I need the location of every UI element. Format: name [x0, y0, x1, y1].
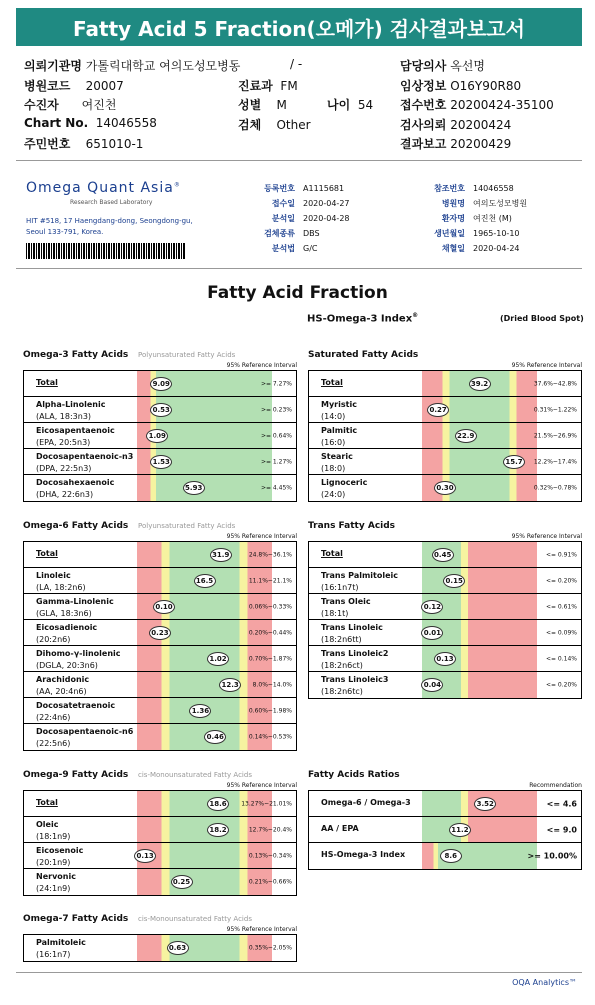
- lab-logo-sub: Research Based Laboratory: [70, 199, 153, 206]
- result-value-bubble: 0.45: [432, 548, 454, 562]
- fatty-acid-name: Total: [36, 549, 58, 558]
- fatty-acid-name: Oleic (18:1n9): [36, 820, 71, 841]
- table-row: [24, 594, 296, 620]
- reference-range: 24.8%~36.1%: [248, 551, 292, 558]
- clinical-info: 임상정보 O16Y90R80: [400, 79, 522, 93]
- reference-range: 8.0%~14.0%: [252, 681, 292, 688]
- lab-field-value: 2020-04-24: [473, 244, 520, 253]
- table-row: [309, 449, 581, 475]
- fatty-acid-name: Trans Linoleic3 (18:2n6tc): [321, 675, 389, 696]
- ratios-section-title: Fatty Acids Ratios: [308, 770, 400, 780]
- lab-field-value: 여의도성모병원: [473, 199, 528, 208]
- lab-field: [235, 213, 350, 224]
- table-row: [24, 791, 296, 817]
- result-value-bubble: 31.9: [210, 548, 232, 562]
- lab-field-value: 2020-04-28: [303, 214, 350, 223]
- reference-bar: [422, 568, 537, 593]
- result-value-bubble: 0.04: [421, 678, 443, 692]
- reference-bar: [422, 843, 537, 869]
- fatty-acid-abbr: (16:0): [321, 438, 346, 447]
- table-row: [309, 646, 581, 672]
- reference-range: >= 1.27%: [260, 458, 292, 465]
- result-value-bubble: 8.6: [440, 849, 462, 863]
- reference-range: >= 0.64%: [260, 432, 292, 439]
- table-row: [24, 869, 296, 895]
- reference-bar: [137, 397, 272, 422]
- hospital-info: 의뢰기관명 가톨릭대학교 여의도성모병동: [24, 59, 241, 73]
- divider: [16, 268, 582, 269]
- reference-range: 0.35%~2.05%: [248, 944, 292, 952]
- table-row: [309, 542, 581, 568]
- fatty-acid-abbr: (18:0): [321, 464, 346, 473]
- fatty-acid-name: Eicosadienoic (20:2n6): [36, 623, 98, 644]
- report-title-bar: [16, 8, 582, 46]
- fatty-acid-abbr: (AA, 20:4n6): [36, 687, 87, 696]
- table-row: [309, 594, 581, 620]
- reference-range: <= 0.20%: [545, 681, 577, 689]
- result-value-bubble: 0.13: [434, 652, 456, 666]
- result-value-bubble: 0.46: [204, 730, 226, 744]
- lab-field-value: DBS: [303, 229, 320, 238]
- reference-interval-label: Recommendation: [529, 782, 582, 789]
- fatty-acid-name: Gamma-Linolenic (GLA, 18:3n6): [36, 597, 114, 618]
- footer: OQA Analytics™: [512, 978, 577, 987]
- result-value-bubble: 0.12: [421, 600, 443, 614]
- fatty-acid-abbr: (ALA, 18:3n3): [36, 412, 92, 421]
- o3-section-title: Omega-3 Fatty Acids: [23, 350, 129, 360]
- reference-range: 0.32%~0.78%: [533, 484, 577, 492]
- lab-field-label: 환자명: [441, 214, 465, 223]
- o6-section-subtitle: Polyunsaturated Fatty Acids: [138, 522, 236, 530]
- result-value-bubble: 22.9: [455, 429, 477, 443]
- table-row: [24, 371, 296, 397]
- fatty-acid-name: Trans Oleic (18:1t): [321, 597, 371, 618]
- table-row: [24, 397, 296, 423]
- reference-bar: [422, 620, 537, 645]
- reference-range: 37.6%~42.8%: [533, 380, 577, 387]
- report-date-info: 결과보고 20200429: [400, 137, 512, 151]
- table-row: [24, 646, 296, 672]
- reference-range: >= 0.23%: [260, 406, 292, 413]
- reference-range: <= 4.6: [546, 799, 577, 808]
- reference-bar: [422, 646, 537, 671]
- result-value-bubble: 15.7: [503, 455, 525, 469]
- reference-range: >= 7.27%: [260, 380, 292, 387]
- fatty-acid-name: Trans Linoleic2 (18:2n6ct): [321, 649, 389, 670]
- reference-range: <= 0.14%: [545, 655, 577, 662]
- lab-field: [405, 243, 520, 254]
- result-value-bubble: 11.2: [449, 823, 471, 837]
- reference-range: 12.7%~20.4%: [248, 826, 292, 833]
- result-value-bubble: 0.30: [434, 481, 456, 495]
- o9-section-title: Omega-9 Fatty Acids: [23, 770, 129, 780]
- fatty-acid-name: Linoleic (LA, 18:2n6): [36, 571, 86, 592]
- reference-range: 0.31%~1.22%: [533, 406, 577, 413]
- fatty-acid-name: Palmitoleic (16:1n7): [36, 938, 86, 959]
- result-value-bubble: 9.09: [150, 377, 172, 391]
- fatty-acid-name: Dihomo-γ-linolenic (DGLA, 20:3n6): [36, 649, 121, 670]
- reference-range: <= 0.09%: [545, 629, 577, 636]
- lab-field: [405, 183, 514, 194]
- reference-bar: [137, 475, 272, 501]
- result-value-bubble: 0.13: [134, 849, 156, 863]
- reference-bar: [137, 449, 272, 474]
- fatty-acid-name: Trans Linoleic (18:2n6tt): [321, 623, 383, 644]
- dried-blood-spot: (Dried Blood Spot): [500, 314, 584, 323]
- lab-field-value: A1115681: [303, 184, 345, 193]
- result-value-bubble: 0.10: [153, 600, 175, 614]
- test-info: 검체 Other: [238, 118, 311, 132]
- o7-table: [23, 934, 297, 962]
- result-value-bubble: 18.2: [207, 823, 229, 837]
- reference-range: 0.70%~1.87%: [248, 655, 292, 662]
- table-row: [309, 817, 581, 843]
- fatty-acid-abbr: (18:2n6tc): [321, 687, 363, 696]
- reference-bar: [422, 791, 537, 816]
- receipt-info: 접수번호 20200424-35100: [400, 98, 554, 112]
- reference-range: 0.13%~0.34%: [248, 852, 292, 859]
- reference-range: 0.21%~0.66%: [248, 878, 292, 886]
- table-row: [24, 843, 296, 869]
- fatty-acid-abbr: (EPA, 20:5n3): [36, 438, 91, 447]
- reference-bar: [422, 594, 537, 619]
- result-value-bubble: 0.23: [149, 626, 171, 640]
- fatty-acid-name: HS-Omega-3 Index: [321, 850, 406, 859]
- fatty-acid-name: Eicosapentaenoic (EPA, 20:5n3): [36, 426, 115, 447]
- result-value-bubble: 1.02: [207, 652, 229, 666]
- table-row: [309, 371, 581, 397]
- code-info: 병원코드 20007: [24, 79, 124, 93]
- reference-range: <= 0.61%: [545, 603, 577, 610]
- id-info: 주민번호 651010-1: [24, 137, 144, 151]
- reference-bar: [422, 397, 537, 422]
- fatty-acid-name: Total: [321, 378, 343, 387]
- chart-info: Chart No. 14046558: [24, 116, 157, 130]
- reference-bar: [137, 423, 272, 448]
- patient-info: 수진자 여진천: [24, 98, 117, 112]
- fatty-acid-name: Palmitic (16:0): [321, 426, 358, 447]
- result-value-bubble: 12.3: [219, 678, 241, 692]
- reference-range: 13.27%~21.01%: [241, 800, 292, 807]
- reference-bar: [422, 475, 537, 501]
- fatty-acid-abbr: (14:0): [321, 412, 346, 421]
- fatty-acid-abbr: (GLA, 18:3n6): [36, 609, 92, 618]
- fatty-acid-name: Nervonic (24:1n9): [36, 872, 76, 893]
- result-value-bubble: 0.01: [421, 626, 443, 640]
- table-row: [309, 672, 581, 698]
- request-info: 검사의뢰 20200424: [400, 118, 512, 132]
- fatty-acid-name: Myristic (14:0): [321, 400, 357, 421]
- o3-section-subtitle: Polyunsaturated Fatty Acids: [138, 351, 236, 359]
- fatty-acid-abbr: (16:1n7t): [321, 583, 359, 592]
- fatty-acid-name: Total: [36, 378, 58, 387]
- result-value-bubble: 5.93: [183, 481, 205, 495]
- table-row: [24, 475, 296, 501]
- table-row: [309, 397, 581, 423]
- divider: [16, 972, 582, 973]
- result-value-bubble: 0.27: [427, 403, 449, 417]
- doctor-info: 담당의사 옥선명: [400, 59, 485, 73]
- lab-field: [235, 228, 320, 239]
- table-row: [309, 475, 581, 501]
- fatty-acid-abbr: (18:1n9): [36, 832, 71, 841]
- fatty-acid-name: Total: [321, 549, 343, 558]
- fatty-acid-name: Omega-6 / Omega-3: [321, 798, 411, 807]
- result-value-bubble: 1.09: [146, 429, 168, 443]
- fatty-acid-name: Total: [36, 798, 58, 807]
- reference-range: 0.06%~0.33%: [248, 603, 292, 610]
- fatty-acid-abbr: (DPA, 22:5n3): [36, 464, 92, 473]
- table-row: [309, 568, 581, 594]
- lab-field: [405, 198, 527, 209]
- lab-field-value: 여진천 (M): [473, 214, 512, 223]
- reference-range: 0.14%~0.53%: [248, 733, 292, 741]
- lab-field-label: 참조번호: [434, 184, 465, 193]
- fatty-acid-name: Trans Palmitoleic (16:1n7t): [321, 571, 399, 592]
- reference-interval-label: 95% Reference Interval: [226, 533, 297, 540]
- fatty-acid-name: Docosapentaenoic-n6 (22:5n6): [36, 727, 134, 748]
- fatty-acid-abbr: (18:2n6tt): [321, 635, 362, 644]
- reference-range: <= 0.91%: [545, 551, 577, 558]
- table-row: [24, 817, 296, 843]
- lab-field-label: 분석일: [271, 214, 295, 223]
- fatty-acid-name: Docosatetraenoic (22:4n6): [36, 701, 116, 722]
- result-value-bubble: 16.5: [194, 574, 216, 588]
- lab-field-label: 등록번호: [264, 184, 295, 193]
- result-value-bubble: 39.2: [469, 377, 491, 391]
- reference-bar: [422, 423, 537, 448]
- lab-field-value: 14046558: [473, 184, 514, 193]
- fatty-acid-name: Alpha-Linolenic (ALA, 18:3n3): [36, 400, 106, 421]
- reference-interval-label: 95% Reference Interval: [511, 533, 582, 540]
- reference-range: <= 0.20%: [545, 577, 577, 584]
- reference-range: >= 4.45%: [260, 484, 292, 492]
- lab-field-value: 1965-10-10: [473, 229, 520, 238]
- reference-interval-label: 95% Reference Interval: [226, 362, 297, 369]
- result-value-bubble: 0.15: [443, 574, 465, 588]
- fatty-acid-name: Docosahexaenoic (DHA, 22:6n3): [36, 478, 115, 499]
- lab-field: [235, 198, 350, 209]
- hs-omega-index-title: HS-Omega-3 Index®: [307, 312, 419, 325]
- reference-range: 0.20%~0.44%: [248, 629, 292, 636]
- lab-field: [235, 243, 317, 254]
- fatty-acid-abbr: (20:2n6): [36, 635, 71, 644]
- fatty-acid-abbr: (24:1n9): [36, 884, 71, 893]
- table-row: [309, 620, 581, 646]
- o6-table: [23, 541, 297, 751]
- table-row: [24, 449, 296, 475]
- trans-table: [308, 541, 582, 699]
- fatty-acid-fraction-title: Fatty Acid Fraction: [207, 283, 388, 303]
- hospital-slash: / -: [290, 57, 303, 71]
- table-row: [309, 843, 581, 869]
- lab-field-label: 분석법: [271, 244, 295, 253]
- fatty-acid-name: Arachidonic (AA, 20:4n6): [36, 675, 90, 696]
- reference-bar: [422, 542, 537, 567]
- lab-field-label: 채혈일: [441, 244, 465, 253]
- result-value-bubble: 0.63: [167, 941, 189, 955]
- reference-interval-label: 95% Reference Interval: [226, 782, 297, 789]
- lab-address: HIT #518, 17 Haengdang-dong, Seongdong-gu, Seoul 133-791, Korea.: [26, 217, 193, 236]
- lab-field-label: 검체종류: [264, 229, 295, 238]
- lab-field-label: 접수일: [271, 199, 295, 208]
- reference-range: 11.1%~21.1%: [248, 577, 292, 584]
- trans-section-title: Trans Fatty Acids: [308, 521, 396, 531]
- reference-range: 12.2%~17.4%: [533, 458, 577, 465]
- sat-section-title: Saturated Fatty Acids: [308, 350, 419, 360]
- fatty-acid-abbr: (20:1n9): [36, 858, 71, 867]
- dept-info: 진료과 FM: [238, 79, 298, 93]
- o9-section-subtitle: cis-Monounsaturated Fatty Acids: [138, 771, 252, 779]
- result-value-bubble: 0.53: [150, 403, 172, 417]
- reference-interval-label: 95% Reference Interval: [226, 926, 297, 933]
- fatty-acid-abbr: (18:2n6ct): [321, 661, 363, 670]
- table-row: [24, 568, 296, 594]
- divider: [16, 160, 582, 161]
- fatty-acid-name: Eicosenoic (20:1n9): [36, 846, 84, 867]
- result-value-bubble: 3.52: [474, 797, 496, 811]
- ratios-table: [308, 790, 582, 870]
- lab-logo: Omega Quant Asia®: [26, 180, 181, 196]
- fatty-acid-abbr: (18:1t): [321, 609, 349, 618]
- result-value-bubble: 18.6: [207, 797, 229, 811]
- reference-bar: [422, 371, 537, 396]
- result-value-bubble: 1.53: [150, 455, 172, 469]
- reference-range: 21.5%~26.9%: [533, 432, 577, 439]
- fatty-acid-abbr: (DHA, 22:6n3): [36, 490, 94, 499]
- o3-table: [23, 370, 297, 502]
- table-row: [24, 698, 296, 724]
- o7-section-title: Omega-7 Fatty Acids: [23, 914, 129, 924]
- reference-bar: [422, 672, 537, 698]
- lab-field-label: 병원명: [441, 199, 465, 208]
- fatty-acid-abbr: (DGLA, 20:3n6): [36, 661, 98, 670]
- age-info: 나이 54: [327, 98, 374, 112]
- lab-field-value: G/C: [303, 244, 318, 253]
- sat-table: [308, 370, 582, 502]
- result-value-bubble: 0.25: [171, 875, 193, 889]
- table-row: [309, 423, 581, 449]
- table-row: [24, 672, 296, 698]
- lab-field-value: 2020-04-27: [303, 199, 350, 208]
- reference-range: >= 10.00%: [527, 851, 577, 861]
- fatty-acid-name: AA / EPA: [321, 824, 359, 833]
- fatty-acid-name: Lignoceric (24:0): [321, 478, 368, 499]
- table-row: [24, 620, 296, 646]
- reference-interval-label: 95% Reference Interval: [511, 362, 582, 369]
- fatty-acid-abbr: (LA, 18:2n6): [36, 583, 86, 592]
- o6-section-title: Omega-6 Fatty Acids: [23, 521, 129, 531]
- table-row: [24, 542, 296, 568]
- fatty-acid-abbr: (24:0): [321, 490, 346, 499]
- report-title: Fatty Acid 5 Fraction(오메가) 검사결과보고서: [73, 16, 525, 41]
- lab-field: [235, 183, 344, 194]
- reference-range: 0.60%~1.98%: [248, 707, 292, 714]
- fatty-acid-abbr: (16:1n7): [36, 950, 71, 959]
- reference-bar: [422, 449, 537, 474]
- fatty-acid-name: Stearic (18:0): [321, 452, 353, 473]
- barcode: [26, 243, 186, 259]
- reference-bar: [137, 371, 272, 396]
- reference-bar: [422, 817, 537, 842]
- result-value-bubble: 1.36: [189, 704, 211, 718]
- lab-field: [405, 213, 512, 224]
- table-row: [24, 724, 296, 750]
- o9-table: [23, 790, 297, 896]
- table-row: [24, 935, 296, 961]
- table-row: [309, 791, 581, 817]
- sex-info: 성별 M: [238, 98, 287, 112]
- fatty-acid-abbr: (22:5n6): [36, 739, 71, 748]
- o7-section-subtitle: cis-Monounsaturated Fatty Acids: [138, 915, 252, 923]
- table-row: [24, 423, 296, 449]
- lab-field: [405, 228, 520, 239]
- reference-range: <= 9.0: [546, 825, 577, 834]
- lab-field-label: 생년월일: [434, 229, 465, 238]
- fatty-acid-name: Docosapentaenoic-n3 (DPA, 22:5n3): [36, 452, 134, 473]
- fatty-acid-abbr: (22:4n6): [36, 713, 71, 722]
